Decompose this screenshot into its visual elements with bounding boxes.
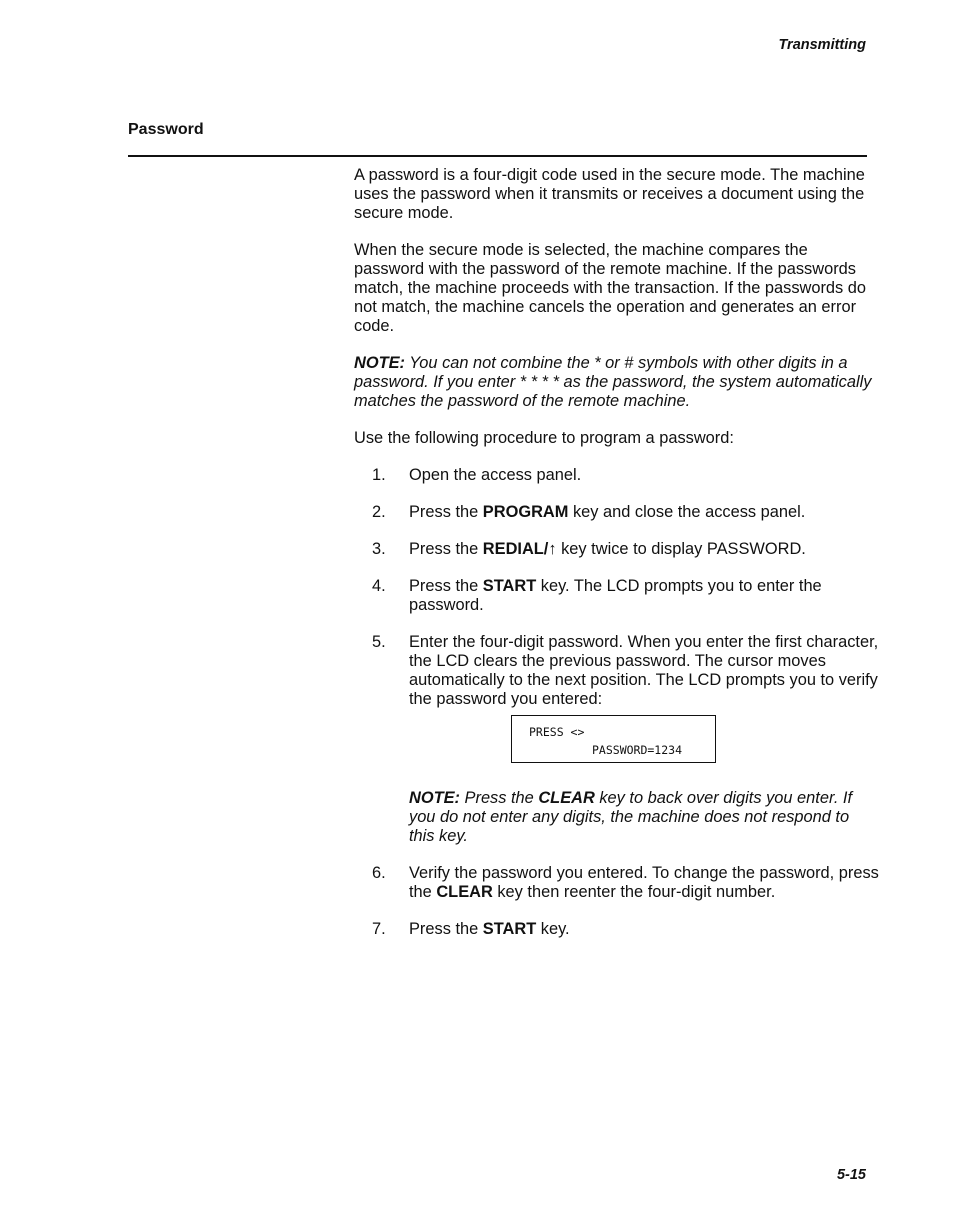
step-text: Press the [409,540,483,558]
step-text: Press the [409,503,483,521]
step-text: Verify the password you entered. To change the password, press the [409,864,879,901]
note-key: CLEAR [538,789,595,807]
note-text: Press the [460,789,539,807]
step-number: 7. [372,920,386,938]
step-number: 5. [372,633,386,651]
step-item [354,577,879,615]
lcd-line-1: PRESS <> [529,725,585,739]
section-rule [128,155,867,157]
note-label: NOTE: [409,789,460,807]
procedure-intro: Use the following procedure to program a password: [354,429,734,447]
step-number: 6. [372,864,386,882]
page-number: 5-15 [836,1167,866,1183]
note-label: NOTE: [354,354,405,372]
step-text: key twice to display PASSWORD. [556,540,806,558]
note-text: key to back over digits you enter. If you do not enter any digits, the machine does not respond to this key. [409,789,853,845]
step-text: Enter the four-digit password. When you enter the first character, the LCD clears the previous password. The cursor moves automatically to the next position. The LCD prompts you to verify the password you entered: [409,633,879,708]
running-head: Transmitting [778,37,866,53]
intro-paragraph-1: A password is a four-digit code used in the secure mode. The machine uses the password when it transmits or receives a document using the secure mode. [354,166,865,222]
lcd-line-2: PASSWORD=1234 [592,743,683,757]
step-text: key. The LCD prompts you to enter the password. [409,577,822,614]
step-text: key then reenter the four-digit number. [492,883,776,901]
step-item [354,864,879,902]
step-text: Press the [409,920,483,938]
step-number: 3. [372,540,386,558]
step-text: Open the access panel. [409,466,582,484]
step-number: 4. [372,577,386,595]
step-key: START [482,920,537,938]
intro-paragraph-2: When the secure mode is selected, the machine compares the password with the password of the remote machine. If the passwords match, the machine proceeds with the transaction. If the passwords do not match, the machine cancels the operation and generates an error code. [354,241,867,335]
step-item [354,633,879,846]
note-paragraph-1 [354,354,879,411]
step-number: 2. [372,503,386,521]
procedure-steps [354,466,879,939]
step-item [354,540,879,559]
step-key: PROGRAM [482,503,569,521]
step-key: REDIAL/↑ [482,540,557,558]
step-key: START [482,577,537,595]
step-text: key and close the access panel. [568,503,806,521]
note-text: You can not combine the * or # symbols with other digits in a password. If you enter * * * * as the password, the system automatically matches the password of the remote machine. [354,354,872,410]
step-item [354,920,879,939]
lcd-display [511,715,716,763]
step-text: Press the [409,577,483,595]
step-number: 1. [372,466,386,484]
note-paragraph-2 [409,789,879,846]
step-item [354,503,879,522]
step-item [354,466,879,485]
body-content [354,166,879,957]
section-title: Password [128,121,204,138]
step-key: CLEAR [436,883,493,901]
step-text: key. [536,920,570,938]
